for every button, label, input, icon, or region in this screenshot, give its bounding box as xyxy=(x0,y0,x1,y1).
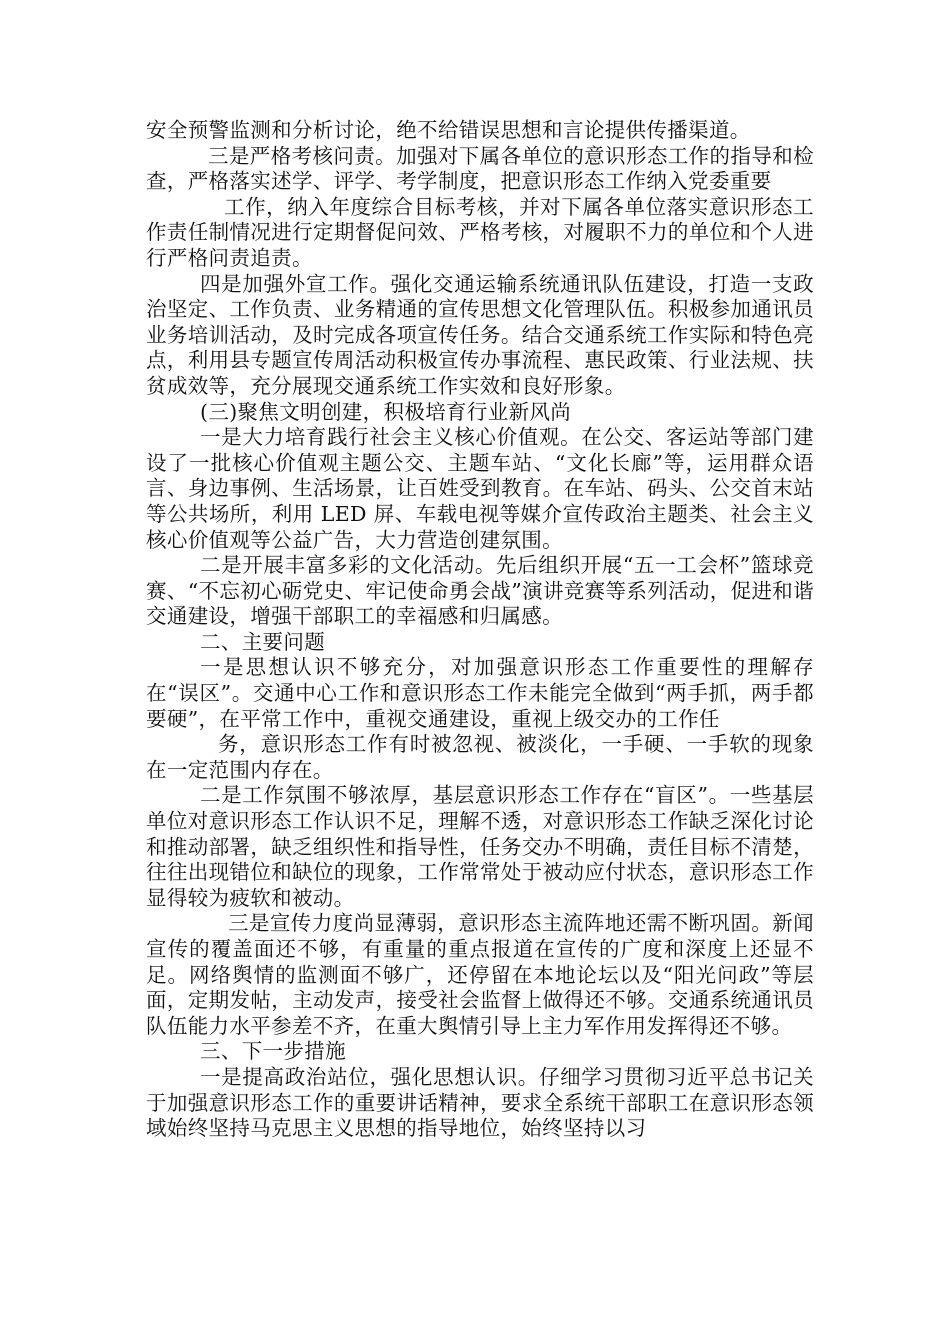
paragraph: 安全预警监测和分析讨论，绝不给错误思想和言论提供传播渠道。 xyxy=(146,118,751,142)
section-heading: (三)聚焦文明创建，积极培育行业新风尚 xyxy=(200,399,572,424)
paragraph: 一是大力培育践行社会主义核心价值观。在公交、客运站等部门建设了一批核心价值观主题公交、主题车站、“文化长廊”等，运用群众语言、身边事例、生活场景，让百姓受到教育。在车站、码头、公交首末站等公共场所，利用 LED 屏、车载电视等媒介宣传政治主题类、社会主义核心价值观等公益广告，大力营造创建氛围。 xyxy=(146,425,814,552)
paragraph: 务，意识形态工作有时被忽视、被淡化，一手硬、一手软的现象在一定范围内存在。 xyxy=(146,732,814,782)
paragraph: 三是严格考核问责。加强对下属各单位的意识形态工作的指导和检查，严格落实述学、评学、考学制度，把意识形态工作纳入党委重要 xyxy=(146,143,814,194)
document-body xyxy=(146,118,814,1142)
paragraph: 二是开展丰富多彩的文化活动。先后组织开展“五一工会杯”篮球竞赛、“不忘初心砺党史、牢记使命勇会战”演讲竞赛等系列活动，促进和谐交通建设，增强干部职工的幸福感和归属感。 xyxy=(146,553,815,629)
paragraph: 四是加强外宣工作。强化交通运输系统通讯队伍建设，打造一支政治坚定、工作负责、业务精通的宣传思想文化管理队伍。积极参加通讯员业务培训活动，及时完成各项宣传任务。结合交通系统工作实际和特色亮点，利用县专题宣传周活动积极宣传办事流程、惠民政策、行业法规、扶贫成效等，充分展现交通系统工作实效和良好形象。 xyxy=(146,271,814,398)
section-heading: 三、下一步措施 xyxy=(200,1039,346,1064)
paragraph: 一是提高政治站位，强化思想认识。仔细学习贯彻习近平总书记关于加强意识形态工作的重要讲话精神，要求全系统干部职工在意识形态领域始终坚持马克思主义思想的指导地位，始终坚持以习 xyxy=(146,1064,814,1141)
paragraph: 二是工作氛围不够浓厚，基层意识形态工作存在“盲区”。一些基层单位对意识形态工作认识不足，理解不透，对意识形态工作缺乏深化讨论和推动部署，缺乏组织性和指导性，任务交办不明确，责任目标不清楚，往往出现错位和缺位的现象，工作常常处于被动应付状态，意识形态工作显得较为疲软和被动。 xyxy=(146,783,814,910)
section-heading: 二、主要问题 xyxy=(200,629,326,654)
paragraph: 三是宣传力度尚显薄弱，意识形态主流阵地还需不断巩固。新闻宣传的覆盖面还不够，有重量的重点报道在宣传的广度和深度上还显不足。网络舆情的监测面不够广，还停留在本地论坛以及“阳光问政”等层面，定期发帖，主动发声，接受社会监督上做得还不够。交通系统通讯员队伍能力水平参差不齐，在重大舆情引导上主力军作用发挥得还不够。 xyxy=(146,911,814,1038)
paragraph: 一是思想认识不够充分，对加强意识形态工作重要性的理解存在“误区”。交通中心工作和意识形态工作未能完全做到“两手抓，两手都要硬”，在平常工作中，重视交通建设，重视上级交办的工作任 xyxy=(146,655,814,731)
paragraph: 工作，纳入年度综合目标考核，并对下属各单位落实意识形态工作责任制情况进行定期督促问效、严格考核，对履职不力的单位和个人进行严格问责追责。 xyxy=(146,194,814,270)
